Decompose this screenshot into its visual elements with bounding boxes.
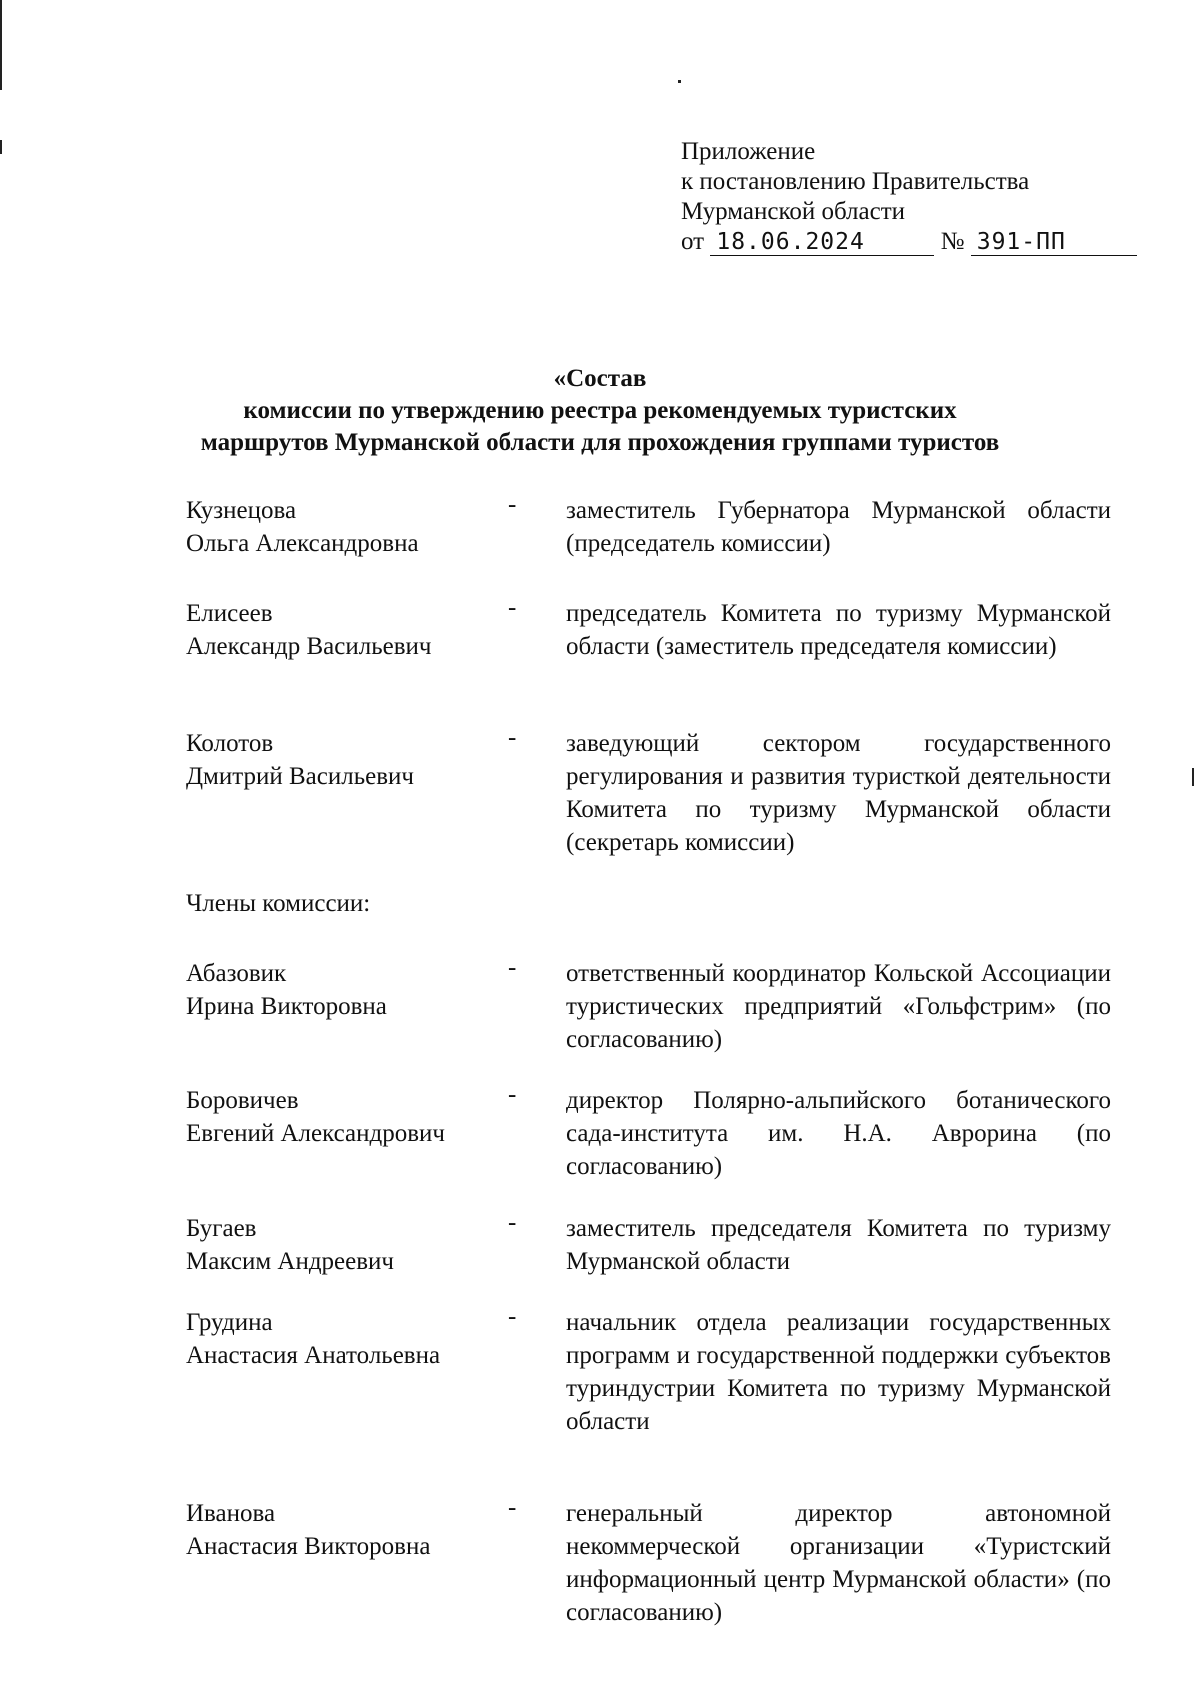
- member-given-names: Анастасия Анатольевна: [186, 1342, 441, 1369]
- scan-edge-mark: [0, 140, 2, 154]
- date-prefix: от: [681, 228, 705, 255]
- member-role: председатель Комитета по туризму Мурманской области (заместитель председателя комиссии): [566, 600, 1111, 660]
- member-name: [186, 1497, 496, 1563]
- scan-edge-mark: [1192, 768, 1194, 786]
- member-surname: Кузнецова: [186, 497, 297, 524]
- dash-separator: -: [508, 491, 517, 518]
- member-name: [186, 1306, 496, 1372]
- title-line-2: комиссии по утверждению реестра рекомендуемых туристских: [243, 397, 957, 424]
- dash-separator: -: [508, 954, 517, 981]
- scan-edge-mark: [0, 0, 2, 90]
- appendix-header: [681, 137, 1121, 257]
- title-line-3: маршрутов Мурманской области для прохождения группами туристов: [200, 429, 1000, 456]
- dash-separator: -: [508, 1303, 517, 1330]
- member-surname: Грудина: [186, 1309, 273, 1336]
- appendix-line-3: Мурманской области: [681, 198, 906, 225]
- member-given-names: Анастасия Викторовна: [186, 1533, 431, 1560]
- appendix-line-2: к постановлению Правительства: [681, 168, 1030, 195]
- member-given-names: Дмитрий Васильевич: [186, 763, 414, 790]
- member-surname: Бугаев: [186, 1215, 257, 1242]
- member-role: начальник отдела реализации государственных программ и государственной поддержки субъектов туриндустрии Комитета по туризму Мурманской области: [566, 1309, 1111, 1435]
- member-given-names: Максим Андреевич: [186, 1248, 394, 1275]
- member-given-names: Евгений Александрович: [186, 1120, 445, 1147]
- dash-separator: -: [508, 1494, 517, 1521]
- dash-separator: -: [508, 1081, 517, 1108]
- dash-separator: -: [508, 724, 517, 751]
- document-title: [100, 363, 1100, 459]
- member-role: ответственный координатор Кольской Ассоциации туристических предприятий «Гольфстрим» (по согласованию): [566, 960, 1111, 1053]
- member-role: заместитель председателя Комитета по туризму Мурманской области: [566, 1215, 1111, 1275]
- appendix-date-line: [681, 227, 1121, 257]
- member-given-names: Александр Васильевич: [186, 633, 432, 660]
- member-surname: Елисеев: [186, 600, 273, 627]
- member-role: директор Полярно-альпийского ботанического сада-института им. Н.А. Аврорина (по согласованию): [566, 1087, 1111, 1180]
- member-role: заместитель Губернатора Мурманской области (председатель комиссии): [566, 497, 1111, 557]
- title-line-1: «Состав: [553, 365, 647, 392]
- member-given-names: Ирина Викторовна: [186, 993, 387, 1020]
- member-name: [186, 1212, 496, 1278]
- member-name: [186, 1084, 496, 1150]
- member-name: [186, 494, 496, 560]
- scan-dot: [678, 80, 681, 83]
- member-surname: Боровичев: [186, 1087, 299, 1114]
- member-name: [186, 597, 496, 663]
- member-name: [186, 957, 496, 1023]
- resolution-number: 391-ПП: [971, 229, 1137, 256]
- appendix-line-1: Приложение: [681, 138, 816, 165]
- member-surname: Абазовик: [186, 960, 287, 987]
- number-prefix: №: [940, 228, 965, 255]
- member-given-names: Ольга Александровна: [186, 530, 419, 557]
- member-name: [186, 727, 496, 793]
- member-role: генеральный директор автономной некоммерческой организации «Туристский информационный центр Мурманской области» (по согласованию): [566, 1500, 1111, 1626]
- members-section-label: Члены комиссии:: [186, 890, 371, 917]
- resolution-date: 18.06.2024: [710, 229, 934, 256]
- dash-separator: -: [508, 1209, 517, 1236]
- dash-separator: -: [508, 594, 517, 621]
- member-surname: Иванова: [186, 1500, 276, 1527]
- member-role: заведующий сектором государственного регулирования и развития туристкой деятельности Комитета по туризму Мурманской области (секретарь комиссии): [566, 730, 1111, 856]
- member-surname: Колотов: [186, 730, 274, 757]
